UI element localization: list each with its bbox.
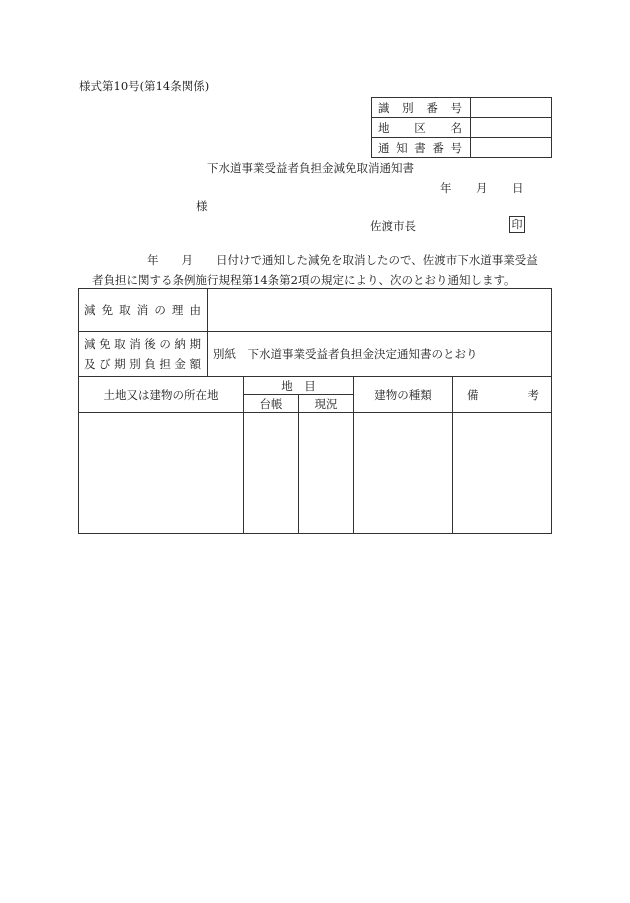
date-year: 年 [440, 181, 452, 195]
id-row-identification-number [372, 98, 552, 118]
form-number: 様式第10号(第14条関係) [79, 79, 210, 93]
id-label-notice-number: 通 知 書 番 号 [378, 140, 462, 155]
payment-label-line-1: 減 免 取 消 後 の 納 期 [84, 337, 201, 351]
body-line-2: 者負担に関する条例施行規程第14条第2項の規定により、次のとおり通知します。 [92, 273, 516, 287]
date-day: 日 [512, 181, 524, 195]
cell-current[interactable] [299, 413, 354, 534]
notice-detail-table [78, 288, 552, 534]
col-header-land-category: 地 目 [244, 377, 354, 395]
cell-building-type[interactable] [354, 413, 453, 534]
issuer: 佐渡市長 [370, 219, 416, 233]
reason-row [79, 289, 552, 332]
col-header-remarks-2: 考 [527, 387, 539, 402]
payment-value: 別紙 下水道事業受益者負担金決定通知書のとおり [208, 332, 552, 377]
id-row-district [372, 118, 552, 138]
seal-mark: 印 [509, 216, 525, 233]
cell-location[interactable] [79, 413, 244, 534]
col-header-remarks-1: 備 [467, 387, 479, 402]
id-value-district[interactable] [471, 118, 552, 138]
document-title: 下水道事業受益者負担金減免取消通知書 [207, 161, 414, 175]
id-row-notice-number [372, 138, 552, 158]
id-label-identification-number: 識 別 番 号 [378, 100, 462, 115]
id-value-identification-number[interactable] [471, 98, 552, 118]
date-month: 月 [476, 181, 488, 195]
reason-value[interactable] [208, 289, 552, 332]
addressee-suffix: 様 [196, 199, 208, 213]
payment-label-line-2: 及 び 期 別 負 担 金 額 [84, 357, 201, 371]
id-value-notice-number[interactable] [471, 138, 552, 158]
payment-row [79, 332, 552, 377]
body-line-1: 年 月 日付けで通知した減免を取消したので、佐渡市下水道事業受益 [147, 253, 538, 267]
col-header-current: 現況 [299, 395, 354, 413]
col-header-location: 土地又は建物の所在地 [79, 377, 244, 413]
col-header-ledger: 台帳 [244, 395, 299, 413]
data-row [79, 413, 552, 534]
reason-label: 減 免 取 消 の 理 由 [84, 303, 201, 317]
col-header-building-type: 建物の種類 [354, 377, 453, 413]
cell-ledger[interactable] [244, 413, 299, 534]
cell-remarks[interactable] [453, 413, 552, 534]
id-label-district: 地 区 名 [378, 120, 462, 135]
header-row [79, 377, 552, 395]
identification-table [371, 97, 552, 158]
